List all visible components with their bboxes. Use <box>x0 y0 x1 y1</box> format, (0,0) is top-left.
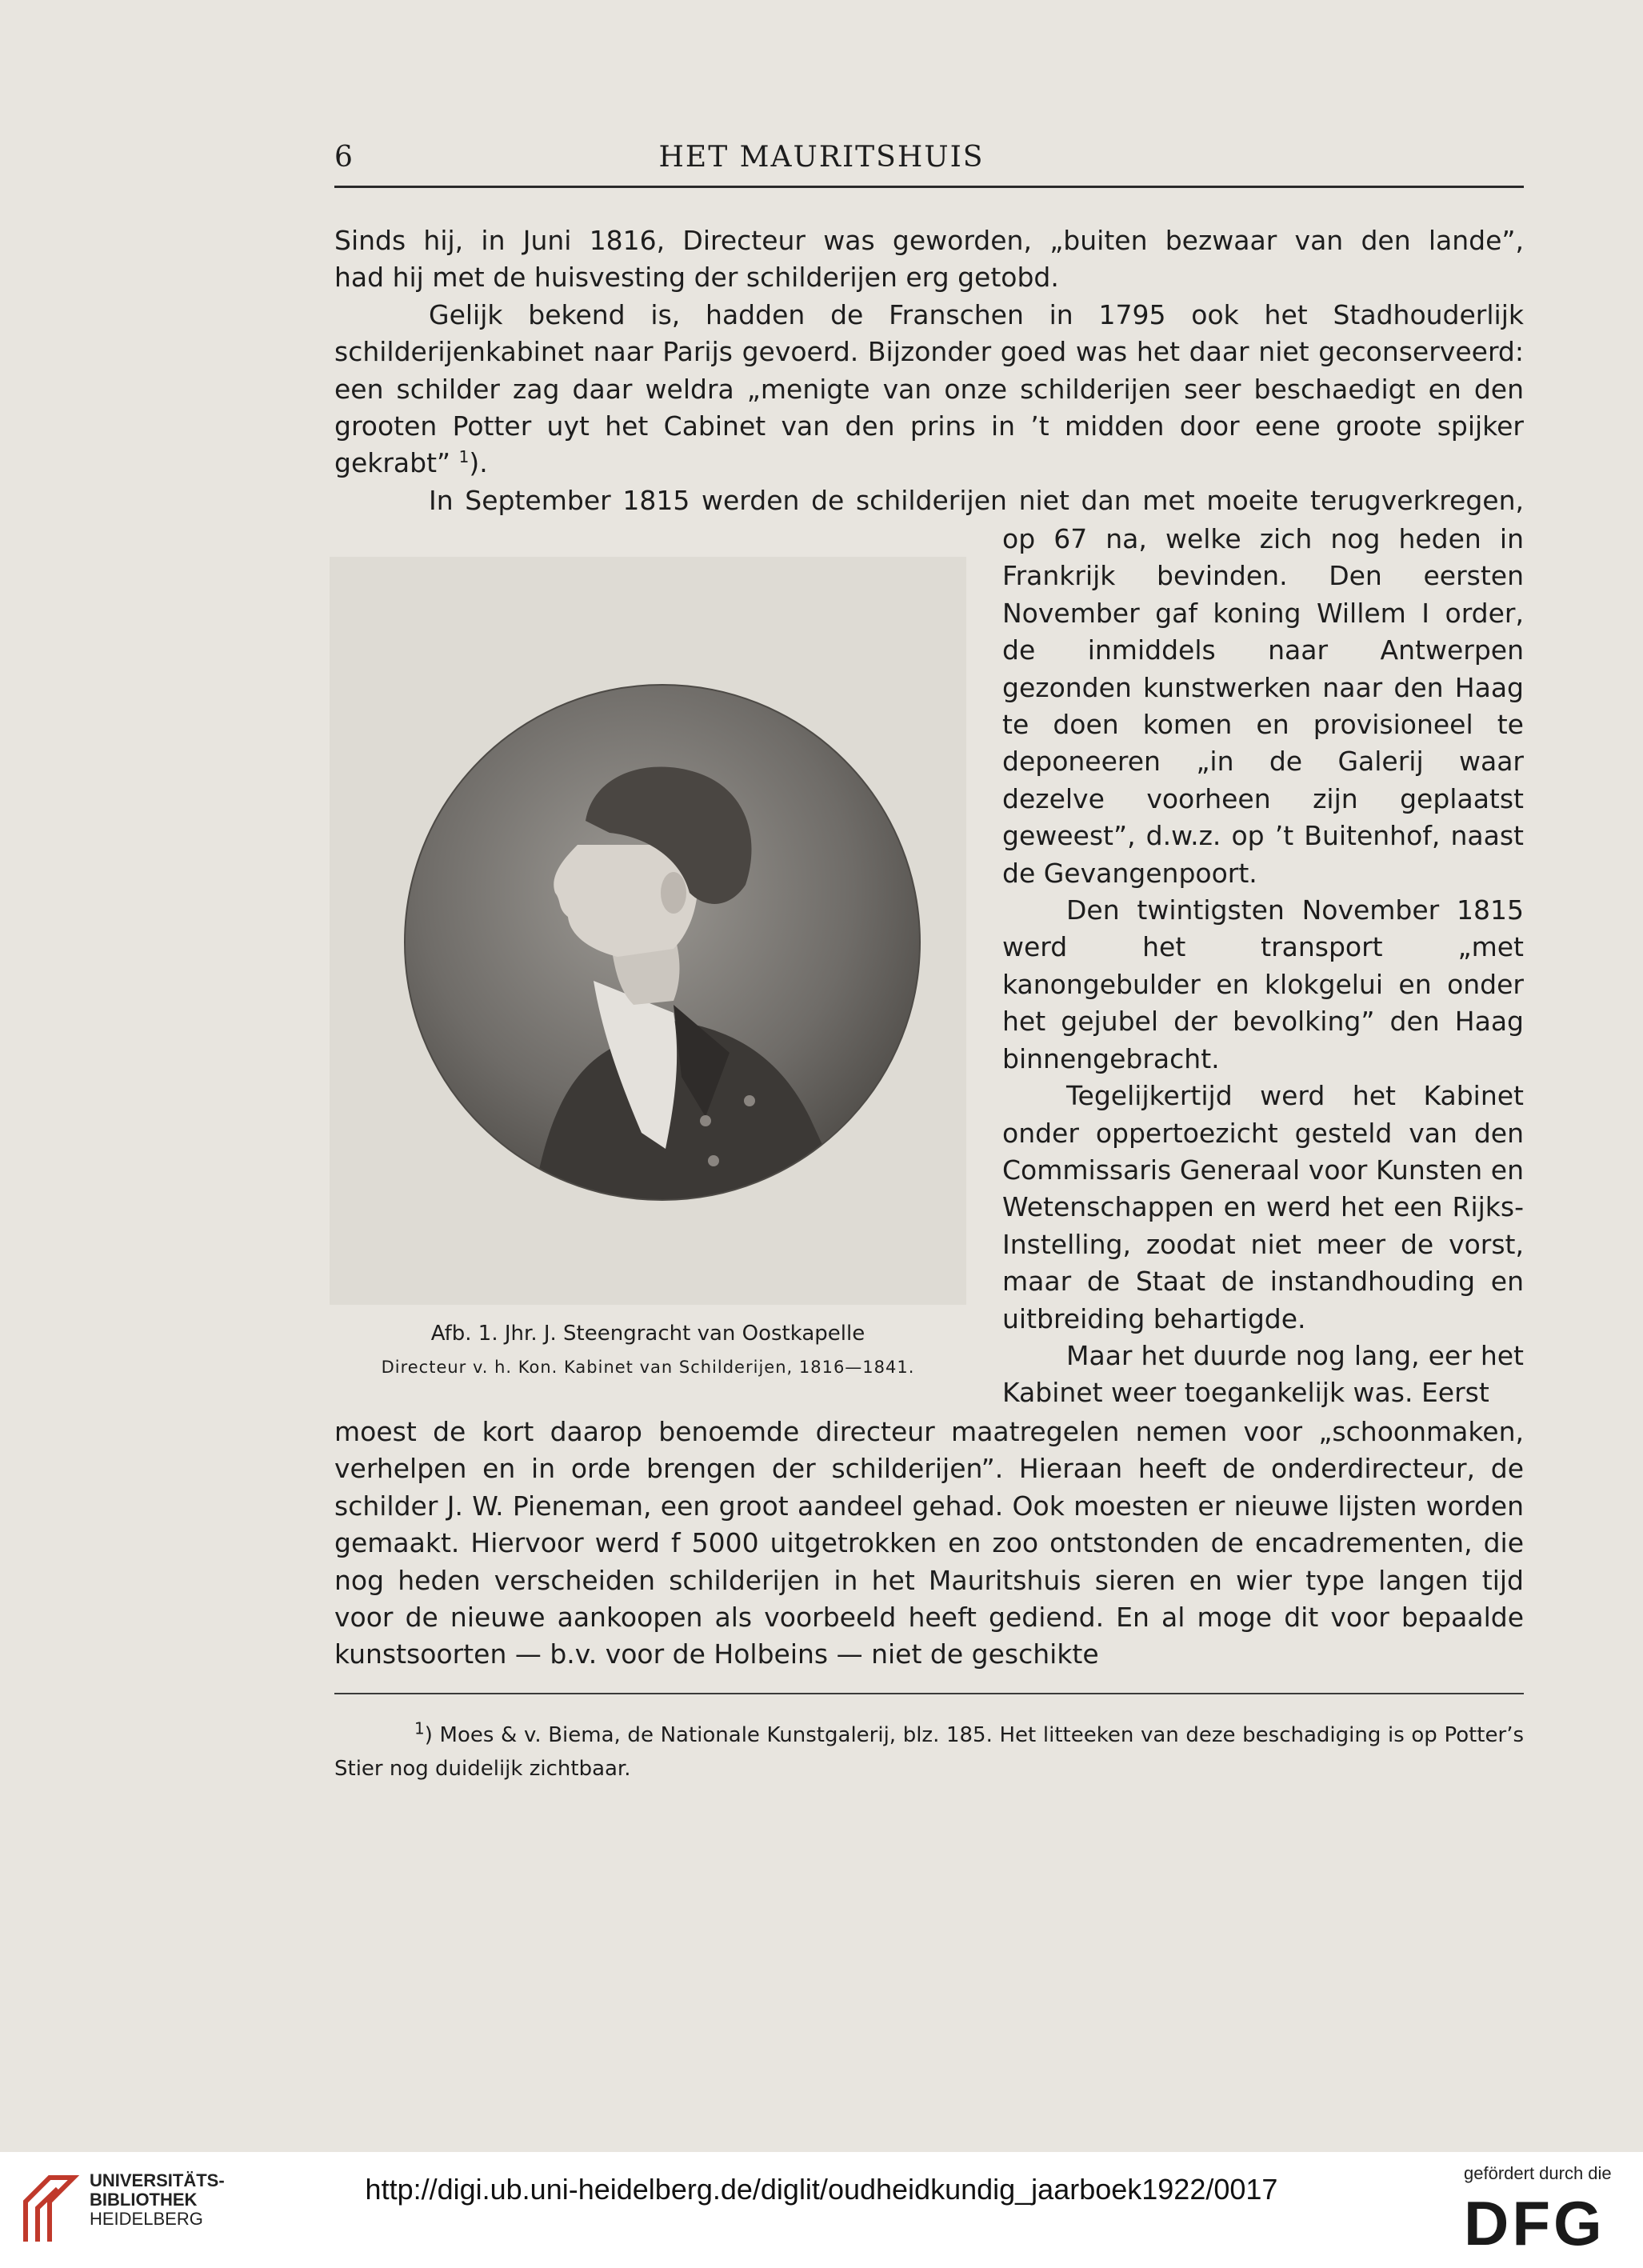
paragraph-2-text: Gelijk bekend is, hadden de Franschen in 1795 ook het Stadhouderlijk schilderijenkabinet naar Parijs gevoerd. Bijzonder goed was het daar niet geconserveerd: een schilder zag daar weldra „menigte van onze schilderijen seer beschaedigt en den grooten Potter uyt het Cabinet van den prins in ’t midden door eene groote spijker gekrabt” <box>334 298 1524 479</box>
footnote-ref: 1 <box>458 447 470 467</box>
figure-caption-title: Afb. 1. Jhr. J. Steengracht van Oostkapelle <box>430 1322 865 1346</box>
footnote-marker: 1 <box>414 1718 425 1738</box>
right-column-text <box>1002 521 1524 1412</box>
source-url-link[interactable]: http://digi.ub.uni-heidelberg.de/diglit/oudheidkundig_jaarboek1922/0017 <box>365 2173 1278 2206</box>
paragraph-2-end: ). <box>469 447 488 479</box>
page-number: 6 <box>334 141 353 174</box>
dfg-logo: DFG <box>1464 2188 1605 2258</box>
footnote <box>334 1718 1524 1786</box>
top-text-block <box>334 222 1524 519</box>
column-paragraph-1: op 67 na, welke zich nog heden in Frankrijk bevinden. Den eersten November gaf koning Willem I order, de inmiddels naar Antwerpen gezonden kunstwerken naar den Haag te doen komen en provisioneel te deponeeren „in de Galerij waar dezelve voorheen zijn geplaatst geweest”, d.w.z. op ’t Buitenhof, naast de Gevangenpoort. <box>1002 523 1524 889</box>
footnote-text: ) Moes & v. Biema, de Nationale Kunstgalerij, blz. 185. Het litteeken van deze beschadiging is op Potter’s Stier nog duidelijk zichtbaar. <box>334 1723 1524 1781</box>
paragraph-2 <box>334 297 1524 482</box>
portrait-image <box>330 557 966 1305</box>
funder-label: gefördert durch die <box>1464 2163 1612 2183</box>
column-paragraph-2: Den twintigsten November 1815 werd het transport „met kanongebulder en klokgelui en onder het gejubel der bevolking” den Haag binnengebracht. <box>1002 894 1524 1074</box>
library-name-line-3: HEIDELBERG <box>90 2209 203 2229</box>
column-paragraph-4: Maar het duurde nog lang, eer het Kabinet weer toegankelijk was. Eerst <box>1002 1339 1524 1409</box>
running-title: HET MAURITSHUIS <box>658 141 985 174</box>
bottom-text-block <box>334 1414 1524 1674</box>
portrait-engraving <box>330 557 966 1305</box>
paragraph-1-line-1: Sinds hij, in Juni 1816, Directeur was geworden, „buiten bezwaar van den lande”, <box>334 225 1524 256</box>
paragraph-1-line-2: had hij met de huisvesting der schilderijen erg getobd. <box>334 262 1059 294</box>
library-name-line-2: BIBLIOTHEK <box>90 2190 198 2210</box>
paragraph-4: moest de kort daarop benoemde directeur maatregelen nemen voor „schoonmaken, verhelpen en in orde brengen der schilderijen”. Hieraan heeft de onderdirecteur, de schilder J. W. Pieneman, een groot aandeel gehad. Ook moesten er nieuwe lijsten worden gemaakt. Hiervoor werd f 5000 uitgetrokken en zoo ontstonden de encadrementen, die nog heden verscheiden schilderijen in het Mauritshuis sieren en wier type langen tijd voor de nieuwe aankoopen als voorbeeld heeft gediend. En al moge dit voor bepaalde kunstsoorten — b.v. voor de Holbeins — niet de geschikte <box>334 1416 1524 1670</box>
paragraph-3-line-1: In September 1815 werden de schilderijen niet dan met moeite terugverkregen, <box>429 484 1524 516</box>
figure-caption-subtitle: Directeur v. h. Kon. Kabinet van Schilderijen, 1816—1841. <box>381 1358 915 1377</box>
header-rule <box>334 186 1524 188</box>
column-paragraph-3: Tegelijkertijd werd het Kabinet onder oppertoezicht gesteld van den Commissaris Generaal voor Kunsten en Wetenschappen en werd het een Rijks-Instelling, zoodat niet meer de vorst, maar de Staat de instandhouding en uitbreiding behartigde. <box>1002 1080 1524 1334</box>
footnote-rule <box>334 1693 1524 1694</box>
digitization-footer <box>0 2152 1643 2268</box>
library-name-line-1: UNIVERSITÄTS- <box>90 2170 225 2190</box>
